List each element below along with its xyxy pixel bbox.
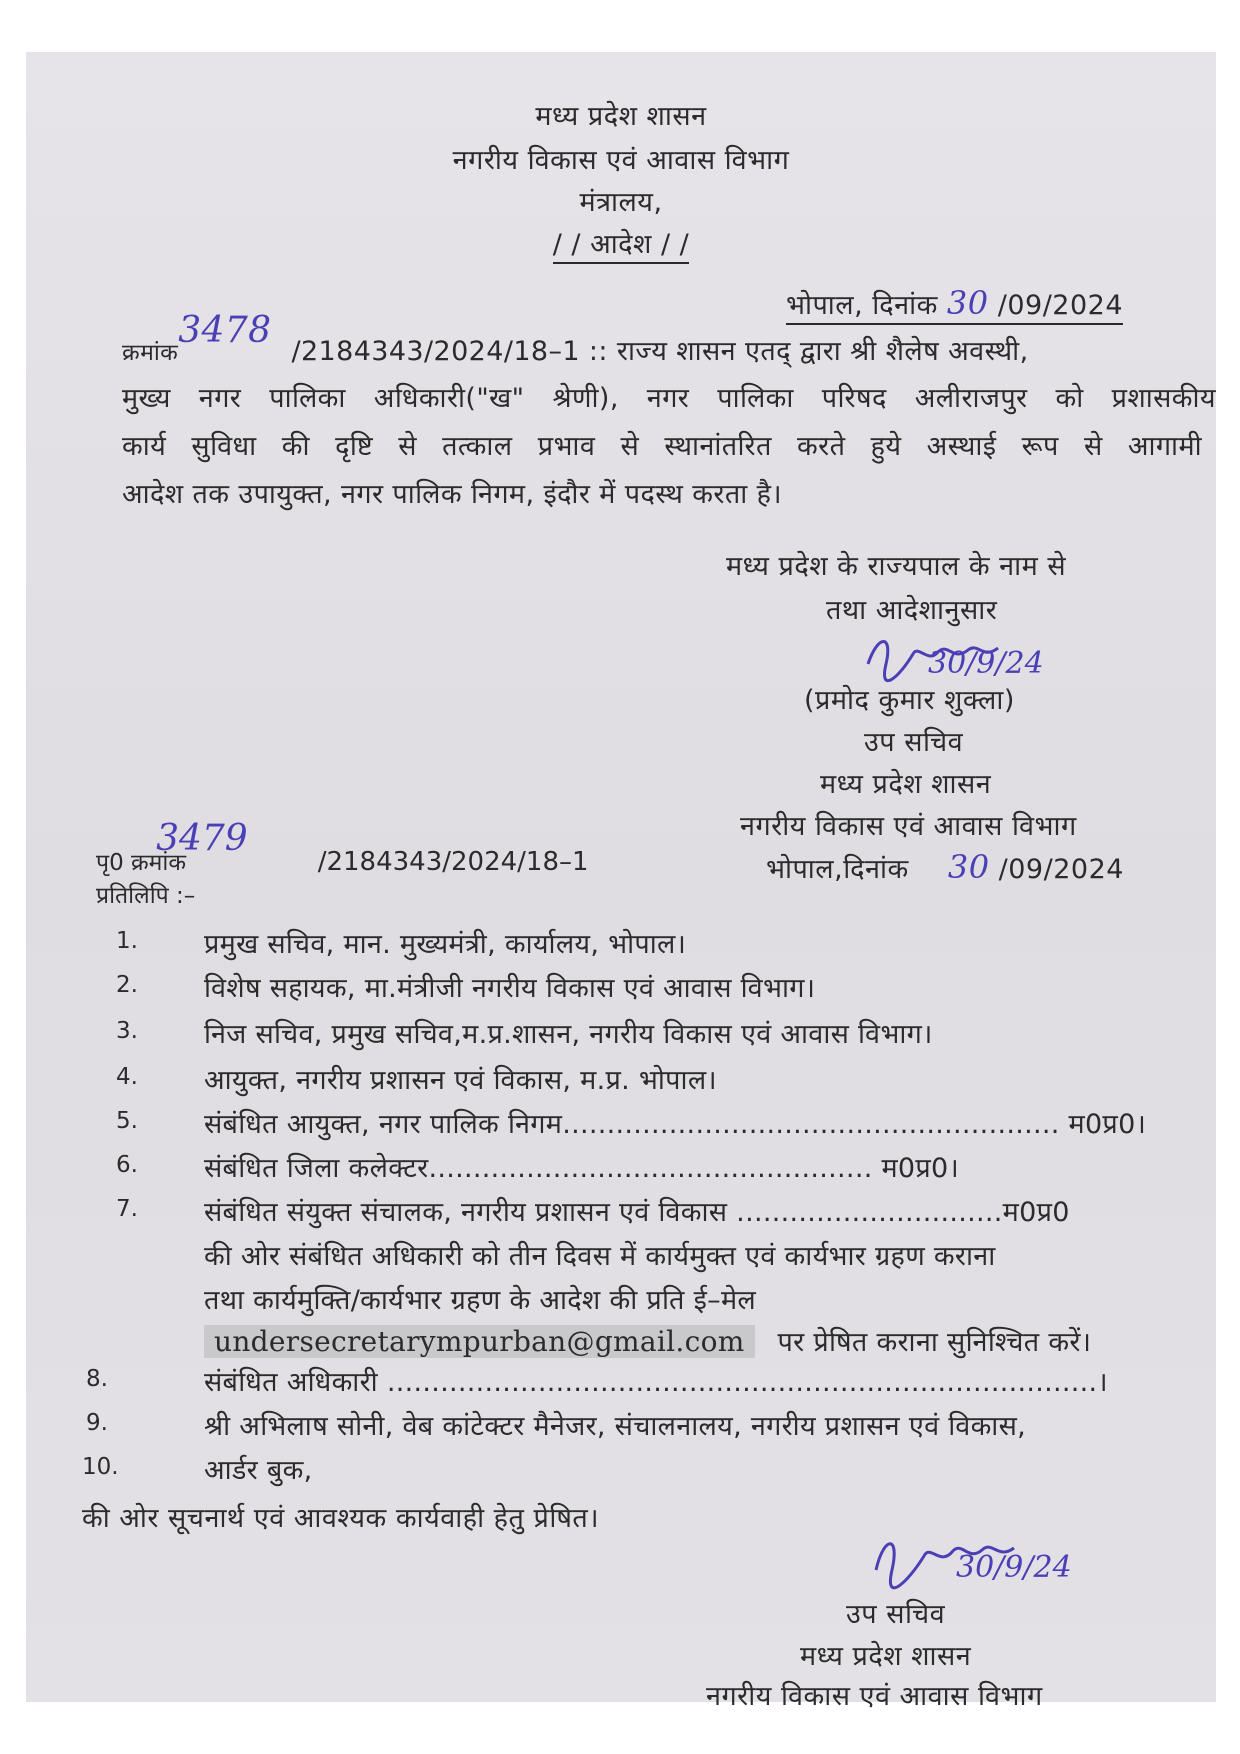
endorsement-number-handwritten: 3479 <box>156 818 248 859</box>
copy-item-2: विशेष सहायक, मा.मंत्रीजी नगरीय विकास एवं आवास विभाग। <box>204 973 816 1004</box>
copy-item-9: श्री अभिलाष सोनी, वेब कांटेक्टर मैनेजर, संचालनालय, नगरीय प्रशासन एवं विकास, <box>204 1411 1027 1442</box>
order-date-line <box>786 284 1123 325</box>
copy-num-6: 6. <box>116 1152 138 1178</box>
order-body-line-2: कार्य सुविधा की दृष्टि से तत्काल प्रभाव से स्थानांतरित करते हुये अस्थाई रूप से आगामी <box>122 431 1202 462</box>
order-title-wrap <box>26 224 1216 261</box>
order-number-line <box>122 310 1029 369</box>
copy-num-3: 3. <box>116 1018 138 1044</box>
copy-num-1: 1. <box>116 928 138 954</box>
document-page <box>26 52 1216 1712</box>
signature-2-date: 30/9/24 <box>956 1550 1072 1585</box>
sign1-date-day: 30 <box>947 848 990 886</box>
sign1-designation: उप सचिव <box>864 727 964 758</box>
govt-title: मध्य प्रदेश शासन <box>535 101 707 132</box>
sign2-designation: उप सचिव <box>846 1599 946 1630</box>
copy-item-7-cont-3-text: पर प्रेषित कराना सुनिश्चित करें। <box>777 1327 1092 1358</box>
copy-num-5: 5. <box>116 1108 138 1134</box>
closing-line: की ओर सूचनार्थ एवं आवश्यक कार्यवाही हेतु प्रेषित। <box>82 1503 600 1534</box>
copy-item-7-cont-2: तथा कार्यमुक्ति/कार्यभार ग्रहण के आदेश की प्रति ई–मेल <box>204 1285 757 1316</box>
ministry-title: मंत्रालय, <box>579 187 663 218</box>
copy-item-7-cont-1: की ओर संबंधित अधिकारी को तीन दिवस में कार्यमुक्त एवं कार्यभार ग्रहण कराना <box>204 1241 996 1272</box>
order-body-line-3: आदेश तक उपायुक्त, नगर पालिक निगम, इंदौर में पदस्थ करता है। <box>122 479 782 510</box>
order-date-day: 30 <box>946 284 989 322</box>
copy-item-5: संबंधित आयुक्त, नगर पालिक निगम........................................................ म0प्र0। <box>204 1109 1147 1140</box>
copy-num-7: 7. <box>116 1196 138 1222</box>
signature-2 <box>866 1520 1086 1604</box>
copy-item-8: संबंधित अधिकारी ................................................................................। <box>204 1367 1108 1398</box>
endorsement-number-rest: /2184343/2024/18–1 <box>317 847 589 877</box>
copy-item-7-cont-3 <box>204 1322 1091 1359</box>
sign1-order-line: तथा आदेशानुसार <box>826 595 998 626</box>
sign1-dept: नगरीय विकास एवं आवास विभाग <box>740 811 1077 842</box>
sign2-govt: मध्य प्रदेश शासन <box>800 1641 972 1672</box>
sign1-name: (प्रमोद कुमार शुक्ला) <box>804 685 1015 716</box>
copy-item-7: संबंधित संयुक्त संचालक, नगरीय प्रशासन एवं विकास ..............................म0प्र0 <box>204 1197 1070 1228</box>
endorsement-label: पृ0 क्रमांक <box>96 850 187 876</box>
copy-num-2: 2. <box>116 972 138 998</box>
copy-num-9: 9. <box>86 1410 108 1436</box>
copy-item-4: आयुक्त, नगरीय प्रशासन एवं विकास, म.प्र. भोपाल। <box>204 1065 717 1096</box>
order-date-label: भोपाल, दिनांक <box>786 290 938 321</box>
department-title: नगरीय विकास एवं आवास विभाग <box>452 145 790 176</box>
copy-item-1: प्रमुख सचिव, मान. मुख्यमंत्री, कार्यालय, भोपाल। <box>204 929 687 960</box>
sign1-date-label: भोपाल,दिनांक <box>766 854 909 885</box>
copy-item-10: आर्डर बुक, <box>204 1455 313 1486</box>
email-address[interactable]: undersecretarympurban@gmail.com <box>204 1325 755 1358</box>
order-date <box>786 284 1123 322</box>
sign2-dept: नगरीय विकास एवं आवास विभाग <box>706 1681 1043 1712</box>
copy-num-8: 8. <box>86 1366 108 1392</box>
signature-1-date: 30/9/24 <box>928 646 1044 681</box>
sign1-governor-line: मध्य प्रदेश के राज्यपाल के नाम से <box>726 551 1067 582</box>
sign1-govt: मध्य प्रदेश शासन <box>820 769 992 800</box>
order-number-handwritten: 3478 <box>178 310 272 351</box>
copy-label: प्रतिलिपि :– <box>96 883 196 909</box>
copy-num-4: 4. <box>116 1064 138 1090</box>
order-number-label: क्रमांक <box>122 340 179 366</box>
sign1-date-rest: /09/2024 <box>998 854 1124 885</box>
order-number-rest: /2184343/2024/18–1 :: राज्य शासन एतद् द्वारा श्री शैलेष अवस्थी, <box>291 336 1029 367</box>
copy-item-6: संबंधित जिला कलेक्टर.................................................. म0प्र0। <box>204 1153 960 1184</box>
order-title: / / आदेश / / <box>553 229 690 264</box>
order-date-rest: /09/2024 <box>997 290 1123 321</box>
order-body-line-1: मुख्य नगर पालिका अधिकारी("ख" श्रेणी), नगर पालिका परिषद अलीराजपुर को प्रशासकीय <box>122 383 1216 414</box>
copy-num-10: 10. <box>82 1454 119 1480</box>
copy-item-3: निज सचिव, प्रमुख सचिव,म.प्र.शासन, नगरीय विकास एवं आवास विभाग। <box>204 1019 933 1050</box>
endorsement-line <box>96 818 589 879</box>
sign1-date <box>766 848 1124 886</box>
